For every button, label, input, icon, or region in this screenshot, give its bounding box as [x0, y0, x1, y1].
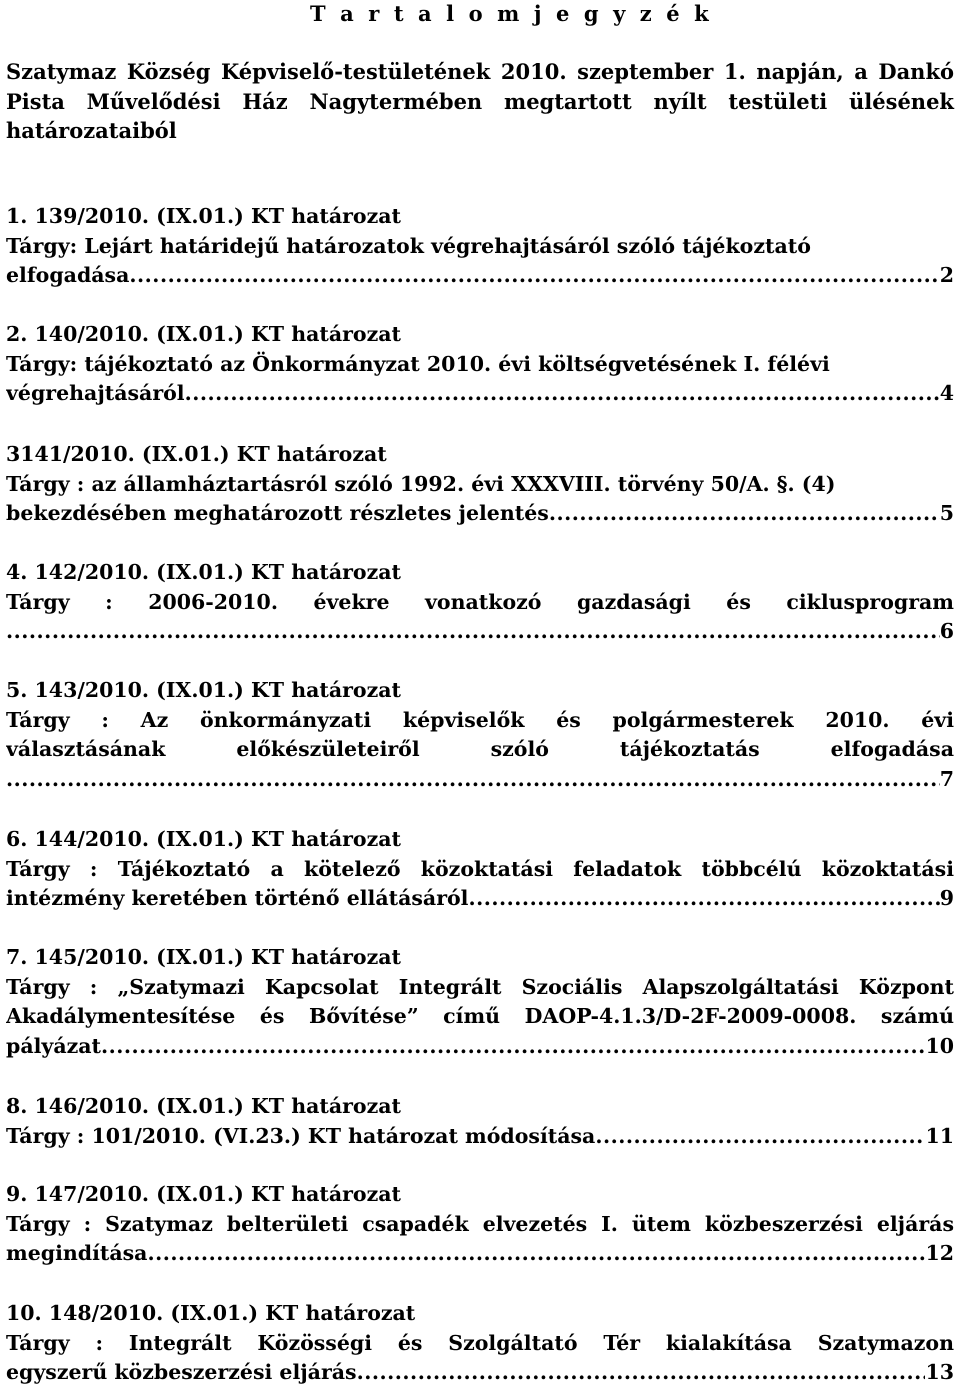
entry-subject-line: választásának előkészületeiről szóló tájékoztatás elfogadása	[6, 737, 954, 761]
page-number: 13	[925, 1360, 954, 1384]
page-number: 7	[939, 766, 954, 791]
entry-subject-line: Tárgy: Lejárt határidejű határozatok végrehajtásáról szóló tájékoztató	[6, 233, 811, 258]
entry-subject-end: egyszerű közbeszerzési eljárás	[6, 1360, 357, 1384]
entry-leader-line[interactable]	[6, 765, 954, 795]
entry-subject-line: Tárgy : Integrált Közösségi és Szolgáltató Tér kialakítása Szatymazon	[6, 1330, 954, 1355]
entry-subject-end: elfogadása	[6, 263, 130, 287]
toc-title: T a r t a l o m j e g y z é k	[310, 1, 713, 26]
dot-leader	[185, 379, 940, 409]
entry-leader-line[interactable]	[6, 379, 954, 409]
dot-leader	[6, 617, 940, 647]
entry-heading: 2. 140/2010. (IX.01.) KT határozat	[6, 322, 401, 346]
page-number: 2	[939, 263, 954, 287]
entry-subject-end: Tárgy : 101/2010. (VI.23.) KT határozat módosítása	[6, 1123, 596, 1148]
dot-leader	[101, 1032, 925, 1062]
dot-leader	[468, 884, 939, 914]
entry-subject-line: Akadálymentesítése és Bővítése” című DAOP-4.1.3/D-2F-2009-0008. számú	[6, 1004, 954, 1028]
entry-subject-line: Tárgy : Szatymaz belterületi csapadék elvezetés I. ütem közbeszerzési eljárás	[6, 1211, 954, 1236]
dot-leader	[357, 1358, 926, 1388]
entry-subject-end: bekezdésében meghatározott részletes jelentés	[6, 501, 549, 525]
dot-leader	[147, 1239, 925, 1269]
entry-heading: 8. 146/2010. (IX.01.) KT határozat	[6, 1094, 401, 1118]
entry-subject-line: Tárgy: tájékoztató az Önkormányzat 2010. évi költségvetésének I. félévi	[6, 351, 830, 376]
toc-entry-9	[6, 1180, 954, 1269]
toc-entry-8	[6, 1092, 954, 1151]
toc-entry-6	[6, 825, 954, 914]
entry-leader-line[interactable]	[6, 617, 954, 647]
dot-leader	[6, 765, 940, 795]
entry-leader-line[interactable]	[6, 1032, 954, 1062]
entry-subject-line: Tárgy : Az önkormányzati képviselők és polgármesterek 2010. évi	[6, 707, 954, 732]
entry-leader-line[interactable]	[6, 884, 954, 914]
page-number: 10	[925, 1033, 954, 1058]
entry-leader-line[interactable]	[6, 1358, 954, 1388]
entry-heading: 1. 139/2010. (IX.01.) KT határozat	[6, 204, 401, 228]
entry-subject-end: végrehajtásáról	[6, 381, 185, 405]
entry-subject-line: Tárgy : 2006-2010. évekre vonatkozó gazdasági és ciklusprogram	[6, 589, 954, 614]
dot-leader	[595, 1122, 925, 1152]
page-number: 6	[939, 619, 954, 643]
entry-heading: 3141/2010. (IX.01.) KT határozat	[6, 442, 387, 466]
toc-entry-10	[6, 1299, 954, 1388]
entry-leader-line[interactable]	[6, 1239, 954, 1269]
toc-intro: Szatymaz Község Képviselő-testületének 2010. szeptember 1. napján, a Dankó Pista Művelődési Ház Nagytermében megtartott nyílt testületi ülésének határozataiból	[6, 59, 954, 143]
page-number: 4	[939, 381, 954, 405]
toc-entry-4	[6, 558, 954, 647]
entry-heading: 10. 148/2010. (IX.01.) KT határozat	[6, 1301, 416, 1325]
entry-heading: 6. 144/2010. (IX.01.) KT határozat	[6, 827, 401, 851]
entry-subject-line: Tárgy : „Szatymazi Kapcsolat Integrált Szociális Alapszolgáltatási Központ	[6, 974, 954, 999]
entry-leader-line[interactable]	[6, 499, 954, 529]
toc-entry-3	[6, 440, 954, 529]
entry-heading: 4. 142/2010. (IX.01.) KT határozat	[6, 560, 401, 584]
entry-subject-end: intézmény keretében történő ellátásáról	[6, 886, 469, 910]
page-number: 9	[939, 886, 954, 910]
entry-heading: 5. 143/2010. (IX.01.) KT határozat	[6, 678, 401, 702]
page-number: 12	[925, 1241, 954, 1265]
entry-subject-line: Tárgy : Tájékoztató a kötelező közoktatási feladatok többcélú közoktatási	[6, 856, 954, 881]
page-number: 11	[925, 1123, 954, 1148]
toc-entry-2	[6, 320, 954, 409]
entry-subject-line: Tárgy : az államháztartásról szóló 1992. évi XXXVIII. törvény 50/A. §. (4)	[6, 471, 836, 496]
toc-entry-7	[6, 943, 954, 1061]
entry-subject-end: pályázat	[6, 1033, 101, 1058]
page-number: 5	[939, 501, 954, 525]
entry-heading: 7. 145/2010. (IX.01.) KT határozat	[6, 945, 401, 969]
entry-leader-line[interactable]	[6, 261, 954, 291]
entry-heading: 9. 147/2010. (IX.01.) KT határozat	[6, 1182, 401, 1206]
toc-entry-5	[6, 676, 954, 794]
toc-entry-1	[6, 202, 954, 291]
entry-subject-end: megindítása	[6, 1241, 148, 1265]
dot-leader	[549, 499, 940, 529]
entry-leader-line[interactable]	[6, 1122, 954, 1152]
dot-leader	[129, 261, 939, 291]
